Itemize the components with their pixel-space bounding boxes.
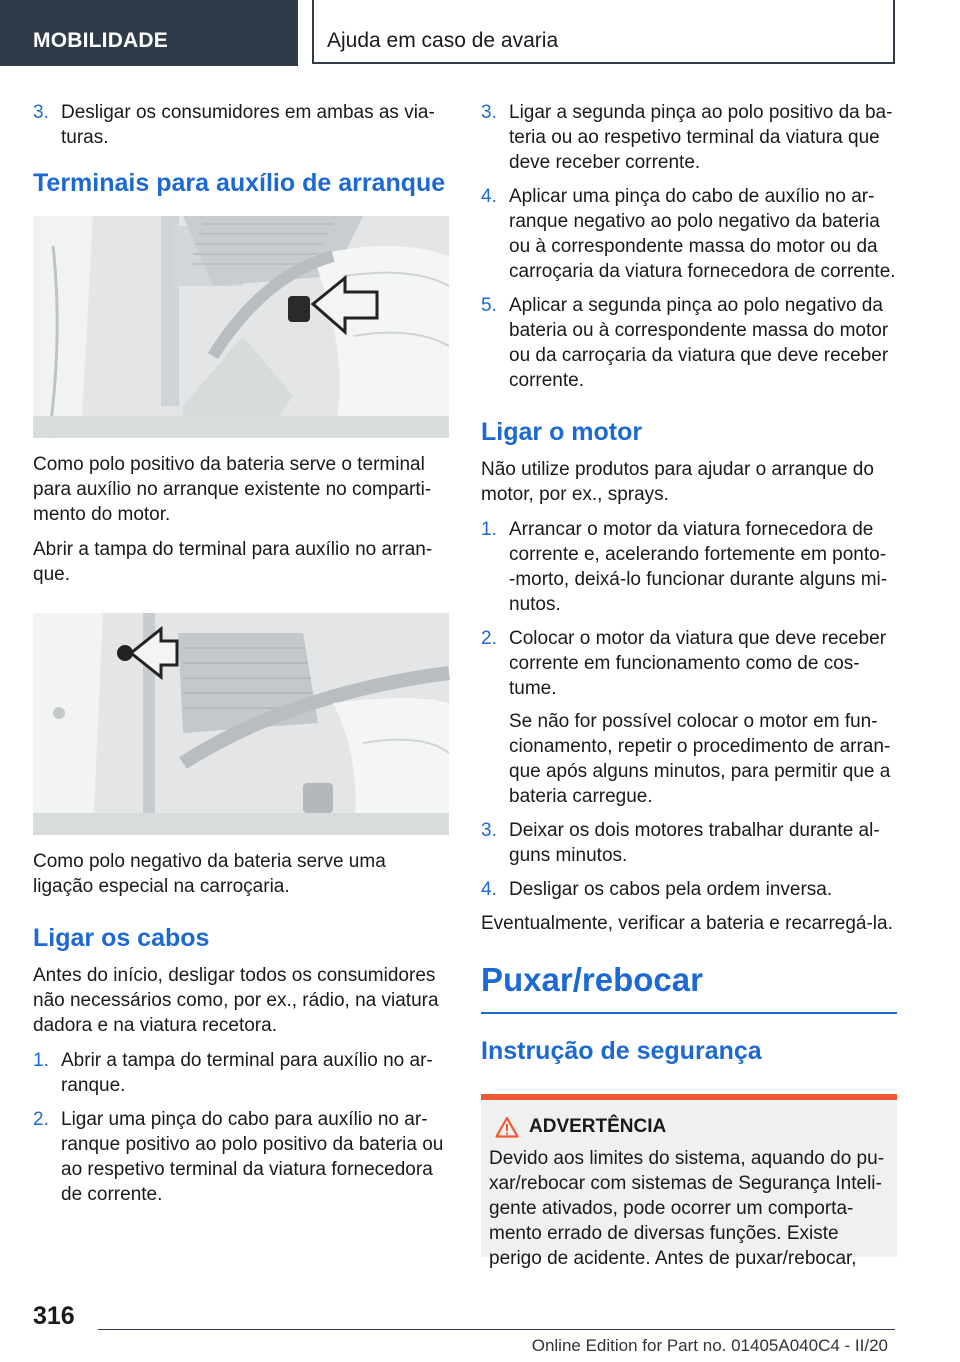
paragraph: Como polo negativo da bateria serve uma ligação especial na carroçaria. xyxy=(33,851,386,897)
step-number: 5. xyxy=(481,295,497,316)
step-number: 2. xyxy=(33,1109,49,1130)
warning-triangle-icon xyxy=(495,1116,519,1138)
step-number: 3. xyxy=(481,820,497,841)
step-number: 4. xyxy=(481,879,497,900)
list-item xyxy=(481,818,897,868)
engine-bay-photo-negative-terminal xyxy=(33,613,449,835)
warning-text: Devido aos limites do sistema, aquando do puxar/rebocar com sistemas de Segurança Inteligente ativados, pode ocorrer um comportamento errado de diversas funções. Existe perigo de acidente. Antes de puxar/rebocar, xyxy=(489,1148,885,1269)
step-number: 4. xyxy=(481,186,497,207)
step-number: 3. xyxy=(481,102,497,123)
list-item xyxy=(33,1048,449,1098)
heading-terminais: Terminais para auxílio de arranque xyxy=(33,169,446,197)
warning-title xyxy=(489,1114,889,1140)
step-text: Colocar o motor da viatura que deve receber corrente em funcionamento como de costume. xyxy=(509,628,887,699)
page-number: 316 xyxy=(33,1302,75,1330)
step-text: Desligar os cabos pela ordem inversa. xyxy=(509,879,833,900)
edition-info: Online Edition for Part no. 01405A040C4 - II/20 xyxy=(531,1336,888,1355)
list-item xyxy=(33,100,449,150)
engine-bay-photo-positive-terminal xyxy=(33,216,449,438)
chapter-heading: Puxar/rebocar xyxy=(481,958,897,1014)
list-item xyxy=(481,626,897,809)
paragraph: Antes do início, desligar todos os consumidores não necessários como, por ex., rádio, na viatura dadora e na viatura recetora. xyxy=(33,965,439,1036)
list-item xyxy=(481,184,897,284)
paragraph: Abrir a tampa do terminal para auxílio no arranque. xyxy=(33,539,433,585)
step-number: 3. xyxy=(33,102,49,123)
list-item xyxy=(481,293,897,393)
step-text: Arrancar o motor da viatura fornecedora de corrente e, acelerando fortemente em ponto-‑morto, deixá-lo funcionar durante alguns minutos. xyxy=(509,519,888,615)
paragraph: Não utilize produtos para ajudar o arranque do motor, por ex., sprays. xyxy=(481,459,874,505)
step-text: Deixar os dois motores trabalhar durante alguns minutos. xyxy=(509,820,880,866)
step-text: Ligar a segunda pinça ao polo positivo da bateria ou ao respetivo terminal da viatura que deve receber corrente. xyxy=(509,102,893,173)
step-number: 1. xyxy=(481,519,497,540)
step-number: 2. xyxy=(481,628,497,649)
right-column xyxy=(481,100,897,1269)
list-item xyxy=(33,1107,449,1207)
paragraph: Como polo positivo da bateria serve o terminal para auxílio no arranque existente no compartimento do motor. xyxy=(33,454,432,525)
step-text: Aplicar a segunda pinça ao polo negativo da bateria ou à correspondente massa do motor ou da carroçaria da viatura que deve receber corrente. xyxy=(509,295,889,391)
step-text: Ligar uma pinça do cabo para auxílio no arranque positivo ao polo positivo da bateria ou ao respetivo terminal da viatura fornecedora de corrente. xyxy=(61,1109,444,1205)
left-column xyxy=(33,100,449,1216)
list-item xyxy=(481,517,897,617)
step-note: Se não for possível colocar o motor em funcionamento, repetir o procedimento de arranque após alguns minutos, para permitir que a bateria carregue. xyxy=(509,711,891,807)
warning-label: ADVERTÊNCIA xyxy=(529,1116,667,1137)
chapter-title: Ajuda em caso de avaria xyxy=(312,0,895,64)
section-tab: MOBILIDADE xyxy=(0,0,298,66)
page-header xyxy=(0,0,960,66)
list-item xyxy=(481,877,897,902)
footer-divider xyxy=(98,1329,895,1330)
list-item xyxy=(481,100,897,175)
heading-ligar-motor: Ligar o motor xyxy=(481,418,643,446)
step-text: Desligar os consumidores em ambas as viaturas. xyxy=(61,102,435,148)
heading-ligar-cabos: Ligar os cabos xyxy=(33,924,210,952)
warning-box xyxy=(481,1094,897,1269)
heading-instrucao: Instrução de segurança xyxy=(481,1037,762,1065)
step-text: Aplicar uma pinça do cabo de auxílio no arranque negativo ao polo negativo da bateria ou à correspondente massa do motor ou da carroçaria da viatura fornecedora de corrente. xyxy=(509,186,896,282)
step-text: Abrir a tampa do terminal para auxílio no arranque. xyxy=(61,1050,433,1096)
paragraph: Eventualmente, verificar a bateria e recarregá-la. xyxy=(481,913,893,934)
step-number: 1. xyxy=(33,1050,49,1071)
